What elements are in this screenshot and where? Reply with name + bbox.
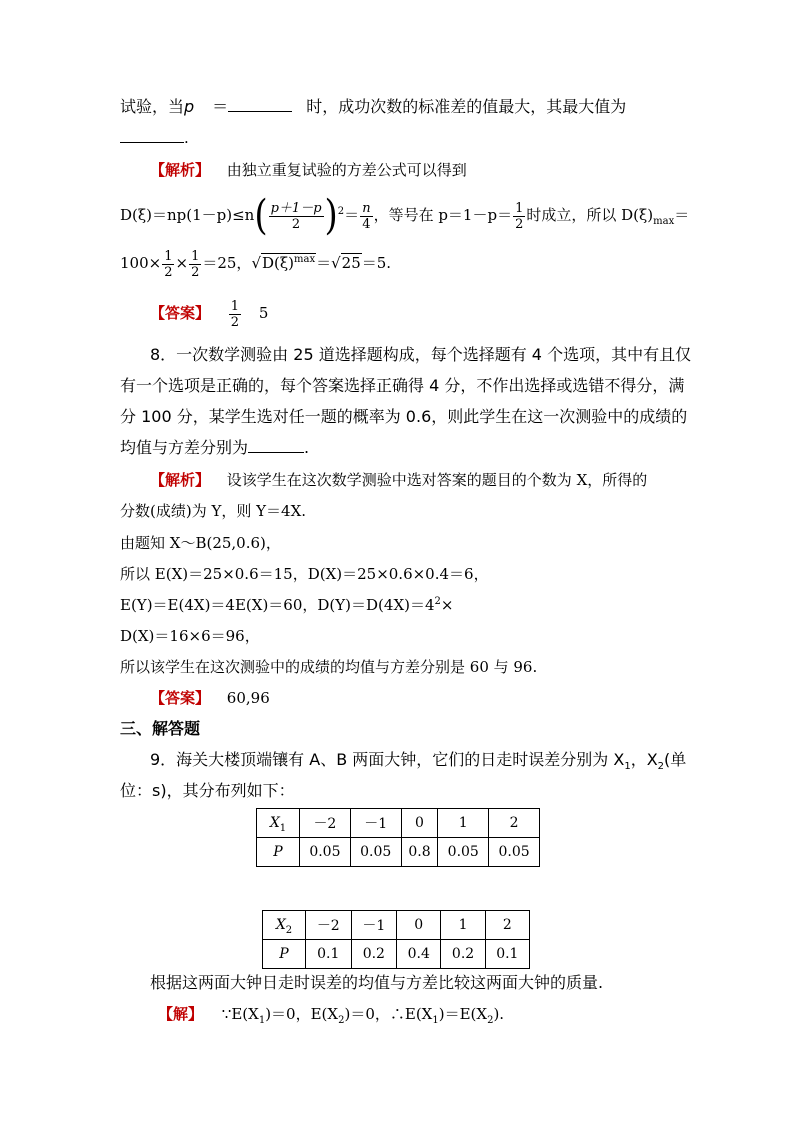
table-cell: 1 — [438, 809, 489, 838]
table-cell: 0.05 — [350, 838, 401, 867]
distribution-table-x2 — [262, 910, 530, 969]
table-cell: 2 — [489, 809, 540, 838]
analysis-tag: 【解析】 — [150, 161, 211, 179]
formula-line-2: 100× $\frac{1}{2}$ × $\frac{1}{2}$ ＝25，$√D(\xi)^{max}=√25=5$. — [120, 248, 392, 280]
q8-line-4: 均值与方差分别为 . — [120, 438, 310, 457]
table-cell: 0.05 — [438, 838, 489, 867]
table-header-cell: P — [257, 838, 300, 867]
table-cell: 0.8 — [401, 838, 438, 867]
table-row — [257, 809, 540, 838]
table-cell: 1 — [441, 911, 485, 940]
formula-line-1: D(ξ)＝np(1－p)≤n( $\frac{p+1-p}{2}$ )$^2$＝ $\frac{n}{4}$ ，等号在 p＝1－p＝ $\frac{1}{2}$ 时成立，所以 $D(\xi)_{max}=$ — [120, 192, 690, 240]
section-heading: 三、解答题 — [120, 719, 201, 738]
table-cell: 0.05 — [489, 838, 540, 867]
answer-tag: 【答案】 — [150, 689, 211, 707]
table-cell: 0.1 — [306, 940, 352, 969]
q9-line-1: 9．海关大楼顶端镶有 A、B 两面大钟，它们的日走时误差分别为 $X_1$，$X_2$(单 — [150, 750, 687, 773]
solution-tag: 【解】 — [158, 1005, 204, 1023]
q7-line-2: . — [120, 128, 189, 148]
distribution-table-x1 — [256, 808, 540, 867]
table-cell: －2 — [300, 809, 351, 838]
answer-blank — [120, 142, 184, 143]
table-cell: 0.2 — [441, 940, 485, 969]
fraction: $\frac{1}{2}$ — [191, 248, 200, 280]
table-header-cell: P — [263, 940, 306, 969]
fraction: $\frac{1}{2}$ — [515, 200, 524, 232]
q7-line-1: 试验，当p ＝ 时，成功次数的标准差的值最大，其最大值为 — [120, 97, 627, 116]
table-cell: －1 — [351, 911, 397, 940]
table-row — [257, 838, 540, 867]
table-cell: 0 — [397, 911, 441, 940]
table-header-cell: $X_1$ — [257, 809, 300, 838]
sol8-line-7: 所以该学生在这次测验中的成绩的均值与方差分别是 60 与 96. — [120, 658, 538, 676]
table-row — [263, 911, 530, 940]
fraction: $\frac{p+1-p}{2}$ — [270, 200, 322, 232]
q9-after-tables: 根据这两面大钟日走时误差的均值与方差比较这两面大钟的质量. — [150, 973, 604, 992]
table-cell: 0.1 — [485, 940, 529, 969]
fraction: $\frac{1}{2}$ — [164, 248, 173, 280]
analysis-tag: 【解析】 — [150, 471, 211, 489]
sol8-line-4: 所以 E(X)＝25×0.6＝15，D(X)＝25×0.6×0.4＝6， — [120, 565, 489, 583]
answer-line-7: 【答案】 $\frac{1}{2}$ 5 — [150, 298, 269, 330]
table-cell: 2 — [485, 911, 529, 940]
q8-line-1: 8．一次数学测验由 25 道选择题构成，每个选择题有 4 个选项，其中有且仅 — [150, 345, 692, 364]
sol8-line-3: 由题知 X～B(25,0.6)， — [120, 534, 281, 552]
q8-line-3: 分 100 分，某学生选对任一题的概率为 0.6，则此学生在这一次测验中的成绩的 — [120, 407, 688, 426]
answer-line-8: 【答案】 60,96 — [150, 689, 270, 707]
sol8-line-6: D(X)＝16×6＝96， — [120, 627, 260, 645]
sol9-line: 【解】 $\because E(X_1)=0$，$E(X_2)=0$，$\therefore E(X_1)=E(X_2)$. — [158, 1005, 505, 1026]
fraction: $\frac{1}{2}$ — [230, 298, 240, 330]
table-cell: 0.2 — [351, 940, 397, 969]
table-header-cell: $X_2$ — [263, 911, 306, 940]
sol8-line-5: E(Y)＝E(4X)＝4E(X)＝60，$D(Y)=D(4X)=4^2\times$ — [120, 596, 454, 614]
sol8-line-1: 【解析】 设该学生在这次数学测验中选对答案的题目的个数为 X，所得的 — [150, 471, 648, 489]
table-cell: －2 — [306, 911, 352, 940]
fraction: $\frac{n}{4}$ — [362, 200, 371, 232]
table-cell: 0 — [401, 809, 438, 838]
table-cell: 0.05 — [300, 838, 351, 867]
answer-blank — [228, 111, 292, 112]
answer-blank — [248, 452, 304, 453]
q9-line-2: 位：s)，其分布列如下： — [120, 781, 295, 800]
sol8-line-2: 分数(成绩)为 Y，则 Y＝4X. — [120, 502, 307, 520]
solution-intro: 【解析】 由独立重复试验的方差公式可以得到 — [150, 161, 467, 179]
table-cell: －1 — [350, 809, 401, 838]
answer-tag: 【答案】 — [150, 304, 211, 322]
q8-line-2: 有一个选项是正确的，每个答案选择正确得 4 分，不作出选择或选错不得分，满 — [120, 376, 685, 395]
table-row — [263, 940, 530, 969]
table-cell: 0.4 — [397, 940, 441, 969]
